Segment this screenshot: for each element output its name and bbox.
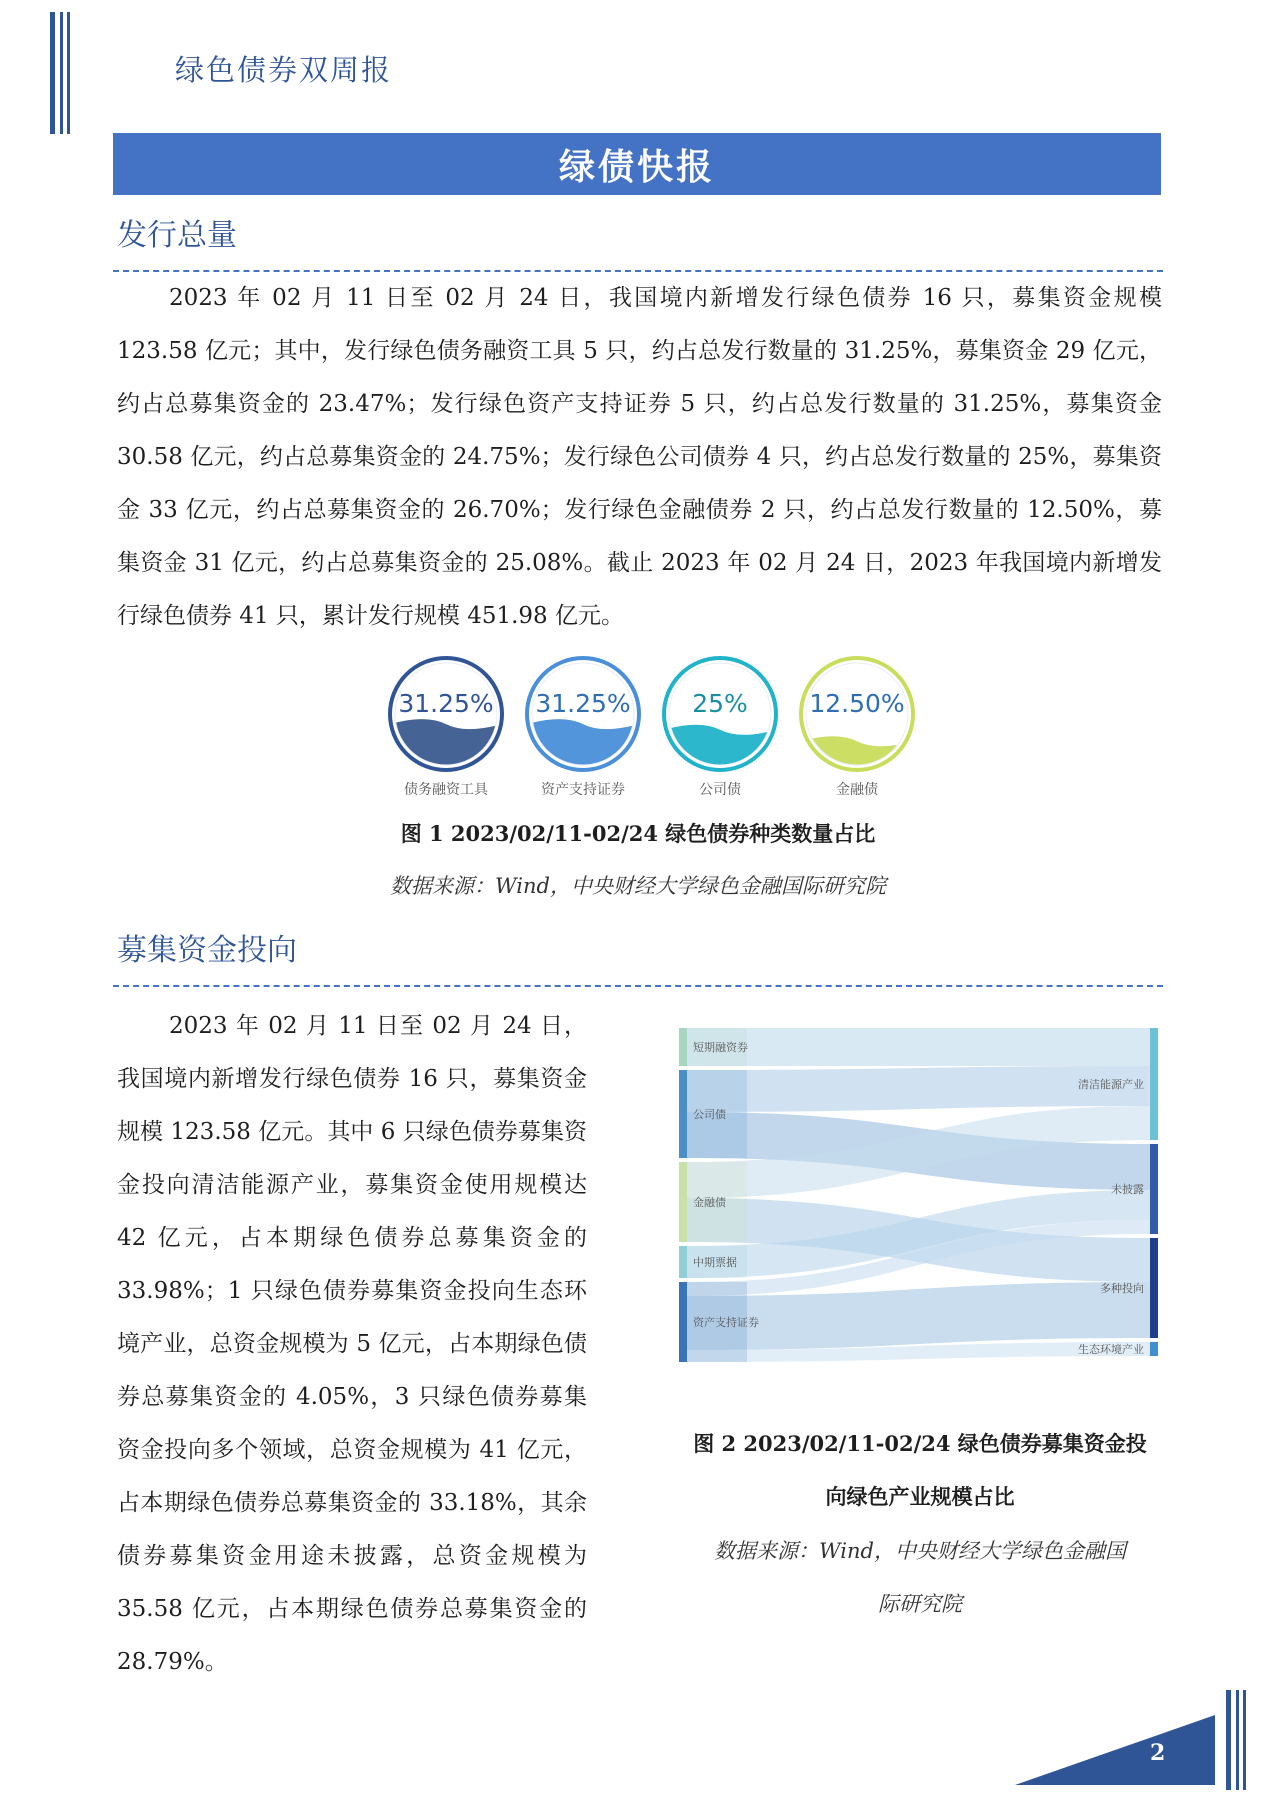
sankey-right-node xyxy=(1150,1342,1158,1356)
sankey-right-label: 清洁能源产业 xyxy=(1078,1078,1144,1091)
sankey-left-label: 金融债 xyxy=(693,1196,726,1209)
gauge-label: 资产支持证券 xyxy=(541,782,625,798)
gauge-3 xyxy=(801,658,913,798)
sankey-left-node xyxy=(679,1246,687,1278)
gauge-value: 12.50% xyxy=(809,689,905,718)
gauge-2 xyxy=(664,658,776,798)
figure2-sankey xyxy=(675,1020,1170,1390)
sankey-right-node xyxy=(1150,1238,1158,1338)
sankey-left-node xyxy=(679,1070,687,1158)
sankey-right-node xyxy=(1150,1144,1158,1234)
gauge-0 xyxy=(390,658,502,798)
header-decor-bar xyxy=(60,12,63,134)
header-decor-bar xyxy=(67,12,70,134)
footer-decor-bar xyxy=(1236,1690,1239,1790)
gauge-value: 25% xyxy=(692,689,748,718)
sankey-link xyxy=(687,1028,1150,1066)
page-number: 2 xyxy=(1150,1740,1166,1766)
gauge-label: 债务融资工具 xyxy=(404,782,488,798)
figure2-caption-line1: 图 2 2023/02/11-02/24 绿色债券募集资金投 xyxy=(693,1431,1147,1456)
sankey-left-node xyxy=(679,1162,687,1242)
footer-decor-bar xyxy=(1243,1690,1246,1790)
gauge-1 xyxy=(527,658,639,798)
sankey-right-node xyxy=(1150,1028,1158,1140)
sankey-left-label: 中期票据 xyxy=(693,1256,737,1269)
figure1-gauges xyxy=(378,650,918,800)
gauge-value: 31.25% xyxy=(398,689,494,718)
fund-use-paragraph: 2023 年 02 月 11 日至 02 月 24 日，我国境内新增发行绿色债券 16 只，募集资金规模 123.58 亿元。其中 6 只绿色债券募集资金投向清洁能源产业，募集资金使用规模达 42 亿元，占本期绿色债券总募集资金的 33.98%；1 只绿色债券募集资金投向生态环境产业，总资金规模为 5 亿元，占本期绿色债券总募集资金的 4.05%，3 只绿色债券募集资金投向多个领域，总资金规模为 41 亿元，占本期绿色债券总募集资金的 33.18%，其余债券募集资金用途未披露，总资金规模为 35.58 亿元，占本期绿色债券总募集资金的 28.79%。 xyxy=(117,1013,587,1675)
gauge-chart xyxy=(378,650,918,800)
section-title-fund-use: 募集资金投向 xyxy=(117,933,297,968)
section-divider xyxy=(113,985,1163,987)
figure2-caption-line2: 向绿色产业规模占比 xyxy=(825,1484,1015,1509)
sankey-left-node xyxy=(679,1282,687,1362)
footer-decor-bar xyxy=(1226,1690,1231,1790)
figure1-source: 数据来源：Wind，中央财经大学绿色金融国际研究院 xyxy=(390,874,886,898)
footer-triangle xyxy=(1015,1715,1215,1785)
sankey-left-label: 公司债 xyxy=(693,1108,726,1121)
sankey-right-label: 未披露 xyxy=(1111,1183,1144,1196)
figure2-source-line1: 数据来源：Wind，中央财经大学绿色金融国 xyxy=(714,1539,1126,1563)
section-title-issuance: 发行总量 xyxy=(117,218,237,253)
sankey-right-label: 多种投向 xyxy=(1100,1282,1144,1295)
figure1-caption: 图 1 2023/02/11-02/24 绿色债券种类数量占比 xyxy=(400,821,876,846)
sankey-left-label: 短期融资券 xyxy=(693,1041,748,1054)
gauge-label: 金融债 xyxy=(836,782,878,798)
gauge-value: 31.25% xyxy=(535,689,631,718)
figure2-source-line2: 际研究院 xyxy=(878,1592,962,1616)
header-decor-bar xyxy=(50,12,55,134)
sankey-chart xyxy=(675,1020,1170,1390)
sankey-left-node xyxy=(679,1028,687,1066)
sankey-left-label: 资产支持证券 xyxy=(693,1316,759,1329)
issuance-paragraph: 2023 年 02 月 11 日至 02 月 24 日，我国境内新增发行绿色债券 16 只，募集资金规模 123.58 亿元；其中，发行绿色债务融资工具 5 只，约占总发行数量的 31.25%，募集资金 29 亿元，约占总募集资金的 23.47%；发行绿色资产支持证券 5 只，约占总发行数量的 31.25%，募集资金 30.58 亿元，约占总募集资金的 24.75%；发行绿色公司债券 4 只，约占总发行数量的 25%，募集资金 33 亿元，约占总募集资金的 26.70%；发行绿色金融债券 2 只，约占总发行数量的 12.50%，募集资金 31 亿元，约占总募集资金的 25.08%。截止 2023 年 02 月 24 日，2023 年我国境内新增发行绿色债券 41 只，累计发行规模 451.98 亿元。 xyxy=(117,285,1162,629)
sankey-right-label: 生态环境产业 xyxy=(1078,1343,1144,1356)
section-banner: 绿债快报 xyxy=(113,133,1161,195)
report-title: 绿色债券双周报 xyxy=(175,53,393,87)
gauge-label: 公司债 xyxy=(699,782,741,798)
